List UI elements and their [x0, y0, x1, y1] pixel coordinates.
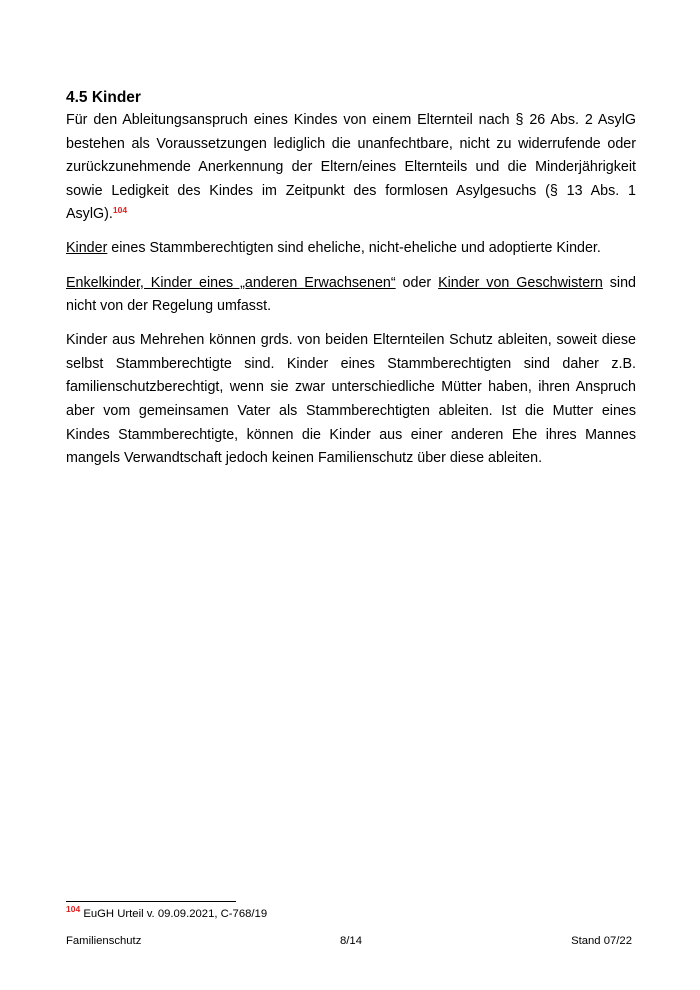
paragraph-children-definition-text: eines Stammberechtigten sind eheliche, nicht-eheliche und adoptierte Kinder.	[107, 240, 601, 257]
footer-document-title: Familienschutz	[66, 935, 142, 947]
footnote-divider	[66, 901, 236, 902]
paragraph-eligibility	[66, 109, 636, 227]
footer-page-number: 8/14	[340, 935, 362, 947]
paragraph-eligibility-text: Für den Ableitungsanspruch eines Kindes von einem Elternteil nach § 26 Abs. 2 AsylG bestehen als Voraussetzungen lediglich die unanfechtbare, nicht zu widerrufende oder zurückzunehmende Anerkennung der Eltern/eines Elternteils und die Minderjährigkeit sowie Ledigkeit des Kindes im Zeitpunkt des formlosen Asylgesuchs (§ 13 Abs. 1 AsylG).	[66, 112, 636, 223]
paragraph-polygamous-marriage: Kinder aus Mehrehen können grds. von beiden Elternteilen Schutz ableiten, soweit diese selbst Stammberechtigte sind. Kinder eines Stammberechtigten sind daher z.B. familienschutzberechtigt, wenn sie zwar unterschiedliche Mütter haben, ihren Anspruch aber vom gemeinsamen Vater als Stammberechtigten ableiten. Ist die Mutter eines Kindes Stammberechtigte, können die Kinder aus einer anderen Ehe ihres Mannes mangels Verwandtschaft jedoch keinen Familienschutz über diese ableiten.	[66, 332, 636, 467]
footnote	[66, 904, 268, 921]
footnote-number: 104	[66, 904, 81, 914]
term-enkelkinder: Enkelkinder, Kinder eines „anderen Erwachsenen“	[66, 274, 396, 291]
paragraph-excluded-text: sind nicht von der Regelung umfasst.	[66, 274, 637, 315]
footnote-text: EuGH Urteil v. 09.09.2021, C-768/19	[80, 908, 268, 920]
footnote-reference[interactable]: 104	[112, 205, 128, 216]
section-heading: 4.5 Kinder	[66, 89, 141, 106]
footer-version: Stand 07/22	[571, 935, 632, 947]
term-kinder: Kinder	[66, 240, 108, 257]
paragraph-children-definition	[66, 237, 636, 261]
paragraph-excluded-connector: oder	[395, 274, 439, 291]
section-body	[66, 109, 636, 481]
term-kinder-geschwister: Kinder von Geschwistern	[438, 274, 603, 291]
paragraph-excluded	[66, 272, 636, 319]
